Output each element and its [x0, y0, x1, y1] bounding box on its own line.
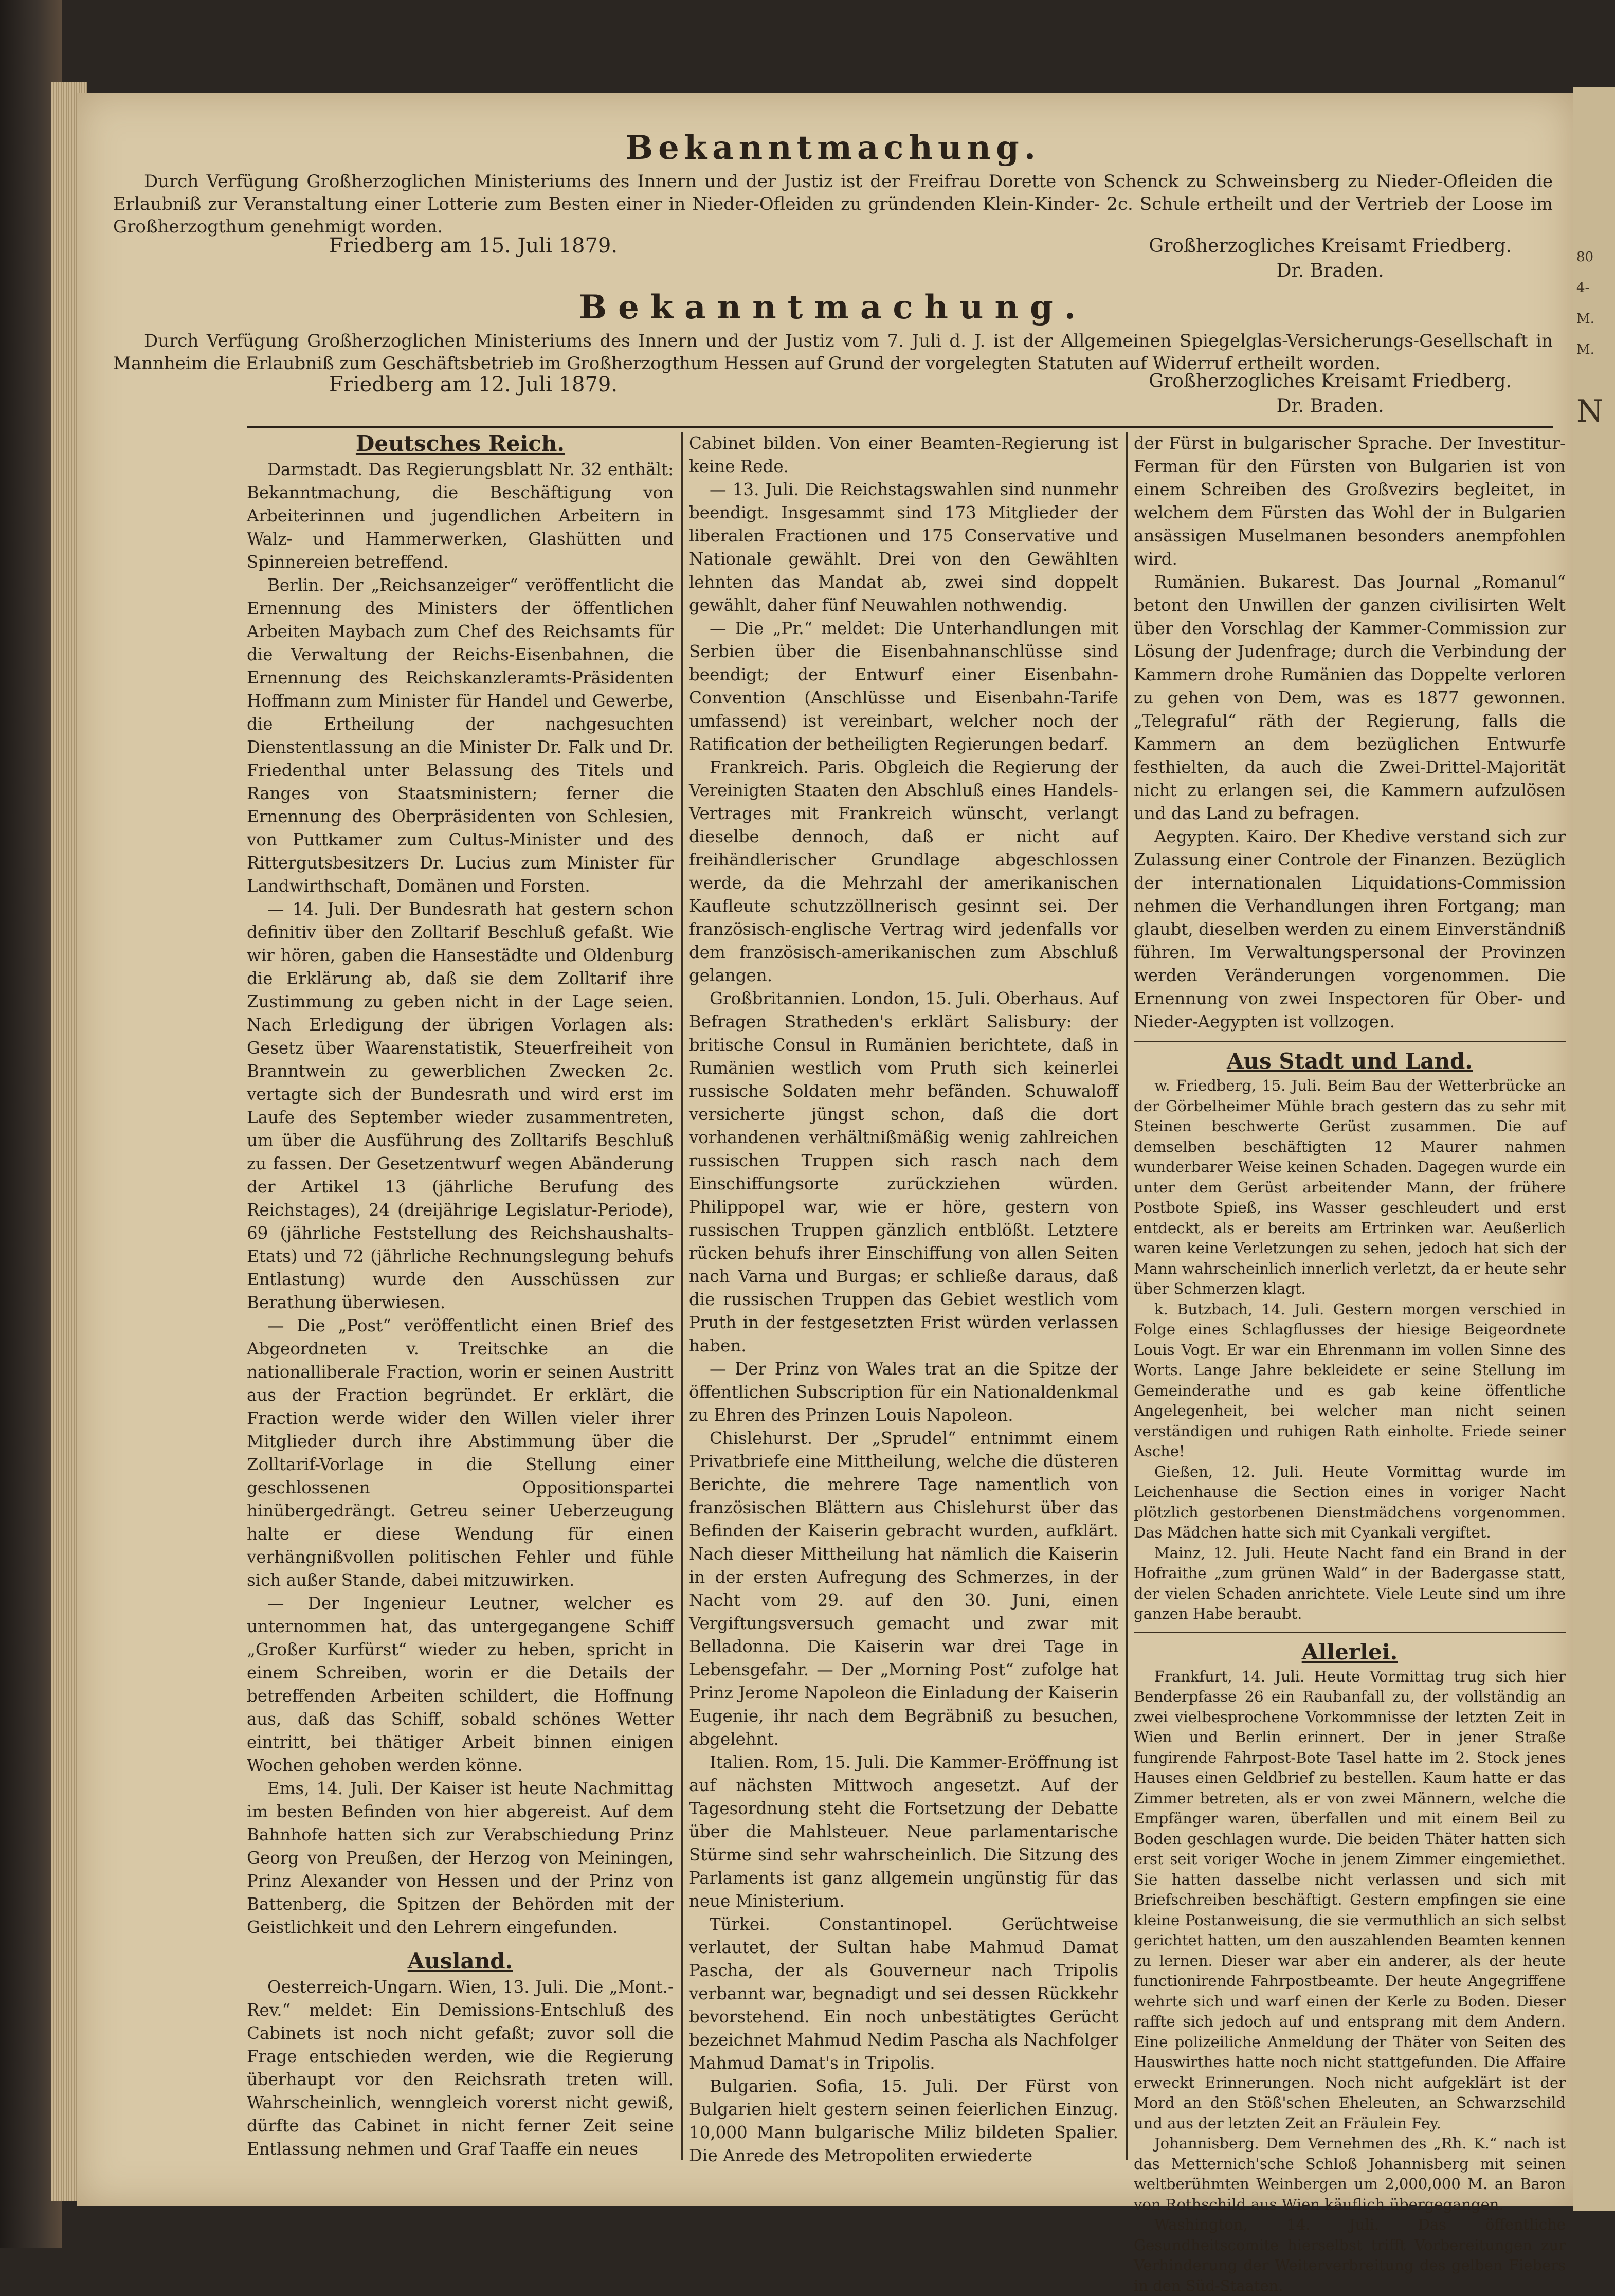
- notice-text: Durch Verfügung Großherzoglichen Ministeriums des Innern und der Justiz ist der Freifrau Dorette von Schenck zu Schweinsberg zu Nieder-Ofleiden die Erlaubniß zur Veranstaltung einer Lotterie zum Besten einer in Nieder-Ofleiden zu gründenden Klein-Kinder- 2c. Schule ertheilt und der Vertrieb der Loose im Großherzogthum genehmigt worden.: [113, 170, 1553, 238]
- notice-date: Friedberg am 12. Juli 1879.: [329, 373, 618, 396]
- article: Italien. Rom, 15. Juli. Die Kammer-Eröffnung ist auf nächsten Mittwoch angesetzt. Auf der Tagesordnung steht die Fortsetzung der Debatte über die Mahlsteuer. Neue parlamentarische Stürme sind sehr wahrscheinlich. Die Sitzung des Parlaments ist ganz allgemein ungünstig für das neue Ministerium.: [689, 1751, 1118, 1913]
- notice-signature: Dr. Braden.: [1149, 394, 1512, 419]
- article: — Die „Post“ veröffentlicht einen Brief des Abgeordneten v. Treitschke an die nationalliberale Fraction, worin er seinen Austritt aus der Fraction begründet. Er erklärt, die Fraction werde wider den Willen vieler ihrer Mitglieder durch ihre Abstimmung über die Zolltarif-Vorlage in die Stellung einer geschlossenen Oppositionspartei hinübergedrängt. Getreu seiner Ueberzeugung halte er diese Wendung für einen verhängnißvollen politischen Fehler und fühle sich außer Stande, dabei mitzuwirken.: [247, 1314, 674, 1592]
- notice-text: Durch Verfügung Großherzoglichen Ministeriums des Innern und der Justiz vom 7. Juli d. J. ist der Allgemeinen Spiegelglas-Versicherungs-Gesellschaft in Mannheim die Erlaubniß zum Geschäftsbetrieb im Großherzogthum Hessen auf Grund der vorgelegten Statuten auf Widerruf ertheilt worden.: [113, 330, 1553, 375]
- article: Darmstadt. Das Regierungsblatt Nr. 32 enthält: Bekanntmachung, die Beschäftigung von Arbeiterinnen und jugendlichen Arbeitern in Walz- und Hammerwerken, Glashütten und Spinnereien betreffend.: [247, 458, 674, 574]
- article: Chislehurst. Der „Sprudel“ entnimmt einem Privatbriefe eine Mittheilung, welche die düsteren Berichte, die mehrere Tage namentlich von französischen Blättern aus Chislehurst über das Befinden der Kaiserin gebracht wurden, aufklärt. Nach dieser Mittheilung hat nämlich die Kaiserin in der ersten Aufregung des Schmerzes, in der Nacht vom 29. auf den 30. Juni, einen Vergiftungsversuch gemacht und zwar mit Belladonna. Die Kaiserin war drei Tage in Lebensgefahr. — Der „Morning Post“ zufolge hat Prinz Jerome Napoleon die Einladung der Kaiserin Eugenie, ihr nach dem Begräbniß zu besuchen, abgelehnt.: [689, 1427, 1118, 1751]
- notice-date: Friedberg am 15. Juli 1879.: [329, 234, 618, 258]
- article: Oesterreich-Ungarn. Wien, 13. Juli. Die „Mont.-Rev.“ meldet: Ein Demissions-Entschluß des Cabinets ist noch nicht gefaßt; zuvor soll die Frage entschieden werden, wie die Regierung überhaupt vor den Reichsrath treten will. Wahrscheinlich, wenngleich vorerst nicht gewiß, dürfte das Cabinet in nicht ferner Zeit seine Entlassung nehmen und Graf Taaffe ein neues: [247, 1976, 674, 2161]
- article: Ems, 14. Juli. Der Kaiser ist heute Nachmittag im besten Befinden von hier abgereist. Auf dem Bahnhofe hatten sich zur Verabschiedung Prinz Georg von Preußen, der Herzog von Meiningen, Prinz Alexander von Hessen und der Prinz von Battenberg, die Spitzen der Behörden mit der Geistlichkeit und den Lehrern eingefunden.: [247, 1777, 674, 1939]
- column-1: [247, 432, 674, 2170]
- article: Berlin. Der „Reichsanzeiger“ veröffentlicht die Ernennung des Ministers der öffentlichen Arbeiten Maybach zum Chef des Reichsamts für die Verwaltung der Reichs-Eisenbahnen, die Ernennung des Reichskanzleramts-Präsidenten Hoffmann zum Minister für Handel und Gewerbe, die Ertheilung der nachgesuchten Dienstentlassung an die Minister Dr. Falk und Dr. Friedenthal unter Belassung des Titels und Ranges von Staatsministern; ferner die Ernennung des Oberpräsidenten von Schlesien, von Puttkamer zum Cultus-Minister und des Rittergutsbesitzers Dr. Lucius zum Minister für Landwirthschaft, Domänen und Forsten.: [247, 574, 674, 898]
- adjacent-page-edge: [1573, 87, 1615, 2211]
- article: Türkei. Constantinopel. Gerüchtweise verlautet, der Sultan habe Mahmud Damat Pascha, der als Gouverneur nach Tripolis verbannt war, begnadigt und sei dessen Rückkehr bevorstehend. Ein noch unbestätigtes Gerücht bezeichnet Mahmud Nedim Pascha als Nachfolger Mahmud Damat's in Tripolis.: [689, 1913, 1118, 2075]
- adjacent-text: N: [1573, 396, 1615, 427]
- section-divider: [1134, 1632, 1566, 1633]
- article: Johannisberg. Dem Vernehmen des „Rh. K.“ nach ist das Metternich'sche Schloß Johannisberg mit seinen weltberühmten Weinbergen um 2,000,000 M. an Baron von Rothschild aus Wien käuflich übergegangen.: [1134, 2134, 1566, 2215]
- adjacent-text: M.: [1573, 303, 1615, 334]
- article: Washington, 14. Juli. Das öffentliche Gesundheitscomite hierselbst trifft Vorbereitungen zur Verhinderung der Weiterverbreitung des gelben Fiebers in den Süd-Staaten.: [1134, 2215, 1566, 2296]
- article: — Die „Pr.“ meldet: Die Unterhandlungen mit Serbien über die Eisenbahnanschlüsse sind beendigt; der Entwurf einer Eisenbahn-Convention (Anschlüsse und Eisenbahn-Tarife umfassend) ist vereinbart, welcher noch der Ratification der betheiligten Regierungen bedarf.: [689, 617, 1118, 756]
- article: w. Friedberg, 15. Juli. Beim Bau der Wetterbrücke an der Görbelheimer Mühle brach gestern das zu sehr mit Steinen beschwerte Gerüst zusammen. Die auf demselben beschäftigten 12 Maurer nahmen wunderbarer Weise keinen Schaden. Dagegen wurde ein unter dem Gerüst arbeitender Mann, der frühere Postbote Spieß, ins Wasser geschleudert und erst entdeckt, als er bereits am Ertrinken war. Aeußerlich waren keine Verletzungen zu sehen, jedoch hat sich der Mann wahrscheinlich innerlich verletzt, da er heute sehr über Schmerzen klagt.: [1134, 1076, 1566, 1299]
- article: Cabinet bilden. Von einer Beamten-Regierung ist keine Rede.: [689, 432, 1118, 478]
- article: Mainz, 12. Juli. Heute Nacht fand ein Brand in der Hofraithe „zum grünen Wald“ in der Badergasse statt, der vielen Schaden anrichtete. Viele Leute sind um ihre ganzen Habe beraubt.: [1134, 1543, 1566, 1624]
- notice-insurance: [113, 288, 1553, 422]
- notice-authority: Großherzogliches Kreisamt Friedberg.: [1149, 234, 1512, 259]
- article: — 13. Juli. Die Reichstagswahlen sind nunmehr beendigt. Insgesammt sind 173 Mitglieder der liberalen Fractionen und 175 Conservative und Nationale gewählt. Drei von den Gewählten lehnten das Mandat ab, zwei sind doppelt gewählt, daher fünf Neuwahlen nothwendig.: [689, 478, 1118, 617]
- article: Frankreich. Paris. Obgleich die Regierung der Vereinigten Staaten den Abschluß eines Handels-Vertrages mit Frankreich wünscht, verlangt dieselbe dennoch, daß er nicht auf freihändlerischer Grundlage abgeschlossen werde, da die Mehrzahl der amerikanischen Kaufleute schutzzöllnerisch gesinnt sei. Der französisch-englische Vertrag wird jedenfalls vor dem französisch-amerikanischen zum Abschluß gelangen.: [689, 756, 1118, 987]
- article: — 14. Juli. Der Bundesrath hat gestern schon definitiv über den Zolltarif Beschluß gefaßt. Wie wir hören, gaben die Hansestädte und Oldenburg die Erklärung ab, daß sie dem Zolltarif ihre Zustimmung zu geben nicht in der Lage seien. Nach Erledigung der übrigen Vorlagen als: Gesetz über Waarenstatistik, Steuerfreiheit von Branntwein zu gewerblichen Zwecken 2c. vertagte sich der Bundesrath und wird erst im Laufe des September wieder zusammentreten, um über die Ausführung des Zolltarifs Beschluß zu fassen. Der Gesetzentwurf wegen Abänderung der Artikel 13 (jährliche Berufung des Reichstages), 24 (dreijährige Legislatur-Periode), 69 (jährliche Feststellung des Reichshaushalts-Etats) und 72 (jährliche Rechnungslegung behufs Entlastung) wurde den Ausschüssen zur Berathung überwiesen.: [247, 898, 674, 1314]
- section-heading: Ausland.: [247, 1949, 674, 1973]
- section-heading: Aus Stadt und Land.: [1134, 1050, 1566, 1073]
- notice-authority-block: [1149, 234, 1512, 283]
- notice-title: Bekanntmachung.: [113, 288, 1553, 327]
- article: Bulgarien. Sofia, 15. Juli. Der Fürst von Bulgarien hielt gestern seinen feierlichen Einzug. 10,000 Mann bulgarische Miliz bildeten Spalier. Die Anrede des Metropoliten erwiederte: [689, 2075, 1118, 2167]
- notice-authority-block: [1149, 369, 1512, 419]
- column-2: [689, 432, 1118, 2170]
- article: Aegypten. Kairo. Der Khedive verstand sich zur Zulassung einer Controle der Finanzen. Bezüglich der internationalen Liquidations-Commission nehmen die Verhandlungen ihren Fortgang; man glaubt, dieselben werden zu einem Einverständniß führen. Im Verwaltungspersonal der Provinzen werden Veränderungen vorgenommen. Die Ernennung von zwei Inspectoren für Ober- und Nieder-Aegypten ist vollzogen.: [1134, 825, 1566, 1034]
- section-divider: [1134, 1041, 1566, 1042]
- adjacent-text: 4-: [1573, 273, 1615, 303]
- article: Rumänien. Bukarest. Das Journal „Romanul“ betont den Unwillen der ganzen civilisirten Welt über den Vorschlag der Kammer-Commission zur Lösung der Judenfrage; durch die Verbindung der Kammern drohe Rumänien das Doppelte verloren zu gehen von Dem, was es 1877 gewonnen. „Telegraful“ räth der Regierung, falls die Kammern an dem bezüglichen Entwurfe festhielten, da auch die Zwei-Drittel-Majorität nicht zu erlangen sei, die Kammern aufzulösen und das Land zu befragen.: [1134, 571, 1566, 825]
- article: der Fürst in bulgarischer Sprache. Der Investitur-Ferman für den Fürsten von Bulgarien ist von einem Schreiben des Großvezirs begleitet, in welchem dem Fürsten das Wohl der in Bulgarien ansässigen Muselmanen besonders anempfohlen wird.: [1134, 432, 1566, 571]
- notice-lottery: [113, 129, 1553, 283]
- article: Großbritannien. London, 15. Juli. Oberhaus. Auf Befragen Stratheden's erklärt Salisbury: der britische Consul in Rumänien berichtete, daß in Rumänien westlich vom Pruth sich keinerlei russische Soldaten mehr befänden. Schuwaloff versicherte jüngst schon, daß die dort vorhandenen verhältnißmäßig wenig zahlreichen russischen Truppen sich rasch nach dem Einschiffungsorte zurückziehen würden. Philippopel war, wie er höre, gestern von russischen Truppen gänzlich entblößt. Letztere rücken behufs ihrer Einschiffung von allen Seiten nach Varna und Burgas; er schließe daraus, daß die russischen Truppen das Gebiet westlich vom Pruth in der festgesetzten Frist würden verlassen haben.: [689, 987, 1118, 1358]
- notice-title: Bekanntmachung.: [113, 129, 1553, 167]
- adjacent-text: 80: [1573, 242, 1615, 273]
- article: — Der Ingenieur Leutner, welcher es unternommen hat, das untergegangene Schiff „Großer Kurfürst“ wieder zu heben, spricht in einem Schreiben, worin er die Details der betreffenden Arbeiten schildert, die Hoffnung aus, daß das Schiff, sobald schönes Wetter eintritt, bei thätiger Arbeit binnen einigen Wochen gehoben werden könne.: [247, 1592, 674, 1777]
- column-3: [1134, 432, 1566, 2170]
- notice-authority: Großherzogliches Kreisamt Friedberg.: [1149, 369, 1512, 394]
- header-rule: [247, 426, 1553, 428]
- article: k. Butzbach, 14. Juli. Gestern morgen verschied in Folge eines Schlagflusses der hiesige Beigeordnete Louis Vogt. Er war ein Ehrenmann im vollen Sinne des Worts. Lange Jahre bekleidete er seine Stellung im Gemeinderathe und es gab keine öffentliche Angelegenheit, bei welcher man nicht seinen verständigen und ruhigen Rath einholte. Friede seiner Asche!: [1134, 1299, 1566, 1462]
- adjacent-text: M.: [1573, 334, 1615, 365]
- section-heading: Deutsches Reich.: [247, 432, 674, 455]
- article: — Der Prinz von Wales trat an die Spitze der öffentlichen Subscription für ein Nationaldenkmal zu Ehren des Prinzen Louis Napoleon.: [689, 1358, 1118, 1427]
- article: Gießen, 12. Juli. Heute Vormittag wurde im Leichenhause die Section eines in voriger Nacht plötzlich gestorbenen Dienstmädchens vorgenommen. Das Mädchen hatte sich mit Cyankali vergiftet.: [1134, 1462, 1566, 1543]
- local-news: [1134, 1076, 1566, 1624]
- article: Frankfurt, 14. Juli. Heute Vormittag trug sich hier Benderpfasse 26 ein Raubanfall zu, der vollständig an zwei vielbesprochene Vorkommnisse der letzten Zeit in Wien und Berlin erinnert. Der in jener Straße fungirende Fahrpost-Bote Tasel hatte im 2. Stock jenes Hauses einen Geldbrief zu bestellen. Kaum hatte er das Zimmer betreten, als er von zwei Männern, welche die Empfänger waren, überfallen und mit einem Beil zu Boden geschlagen wurde. Die beiden Thäter hatten sich erst seit voriger Woche in jenem Zimmer eingemiethet. Sie hatten dasselbe nicht verlassen und sich mit Briefschreiben beschäftigt. Gestern empfingen sie eine kleine Postanweisung, die sie vermuthlich an sich selbst gerichtet hatten, um den auszahlenden Beamten kennen zu lernen. Dieser war aber ein anderer, als der heute functionirende Fahrpostbeamte. Der heute Angegriffene wehrte sich und warf einen der Kerle zu Boden. Dieser raffte sich jedoch auf und entsprang mit dem Andern. Eine polizeiliche Anmeldung der Thäter von Seiten des Hauswirthes hatte noch nicht stattgefunden. Die Affaire erweckt Erinnerungen. Noch nicht aufgeklärt ist der Mord an den Stöß'schen Eheleuten, an Schwarzschild und aus der letzten Zeit an Fräulein Fey.: [1134, 1667, 1566, 2134]
- miscellaneous-news: [1134, 1667, 1566, 2296]
- section-heading: Allerlei.: [1134, 1640, 1566, 1664]
- notice-signature: Dr. Braden.: [1149, 259, 1512, 283]
- column-separator: [681, 432, 683, 2160]
- column-separator: [1126, 432, 1128, 2160]
